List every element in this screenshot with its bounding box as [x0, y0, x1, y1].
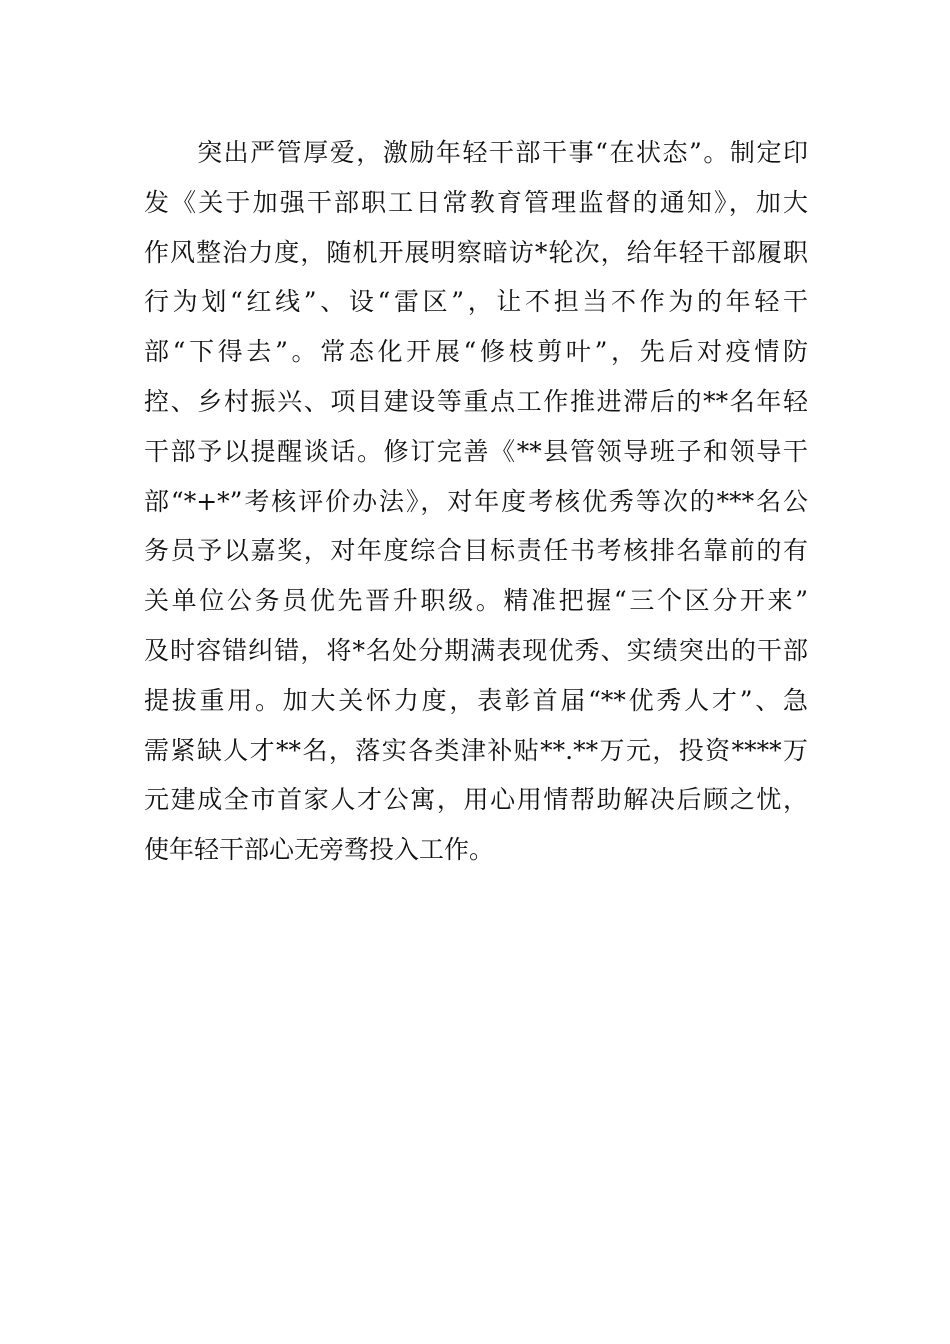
paragraph-line: 务员予以嘉奖，对年度综合目标责任书考核排名靠前的有: [144, 536, 808, 566]
paragraph-line: 干部予以提醒谈话。修订完善《**县管领导班子和领导干: [144, 436, 808, 466]
paragraph-line: 控、乡村振兴、项目建设等重点工作推进滞后的**名年轻: [144, 386, 808, 416]
paragraph-line: 元建成全市首家人才公寓，用心用情帮助解决后顾之忧，: [144, 785, 808, 815]
paragraph-line: 突出严管厚爱，激励年轻干部干事“在状态”。制定印: [144, 138, 808, 167]
body-paragraph: [144, 128, 808, 875]
paragraph-line: 及时容错纠错，将*名处分期满表现优秀、实绩突出的干部: [144, 635, 808, 665]
paragraph-line: 关单位公务员优先晋升职级。精准把握“三个区分开来”: [144, 586, 808, 616]
paragraph-line: 部“下得去”。常态化开展“修枝剪叶”，先后对疫情防: [144, 337, 808, 367]
paragraph-line: 部“*+*”考核评价办法》，对年度考核优秀等次的***名公: [144, 486, 808, 516]
paragraph-line: 使年轻干部心无旁骛投入工作。: [144, 835, 495, 865]
paragraph-line: 发《关于加强干部职工日常教育管理监督的通知》，加大: [144, 187, 808, 217]
paragraph-line: 行为划“红线”、设“雷区”，让不担当不作为的年轻干: [144, 287, 808, 317]
paragraph-line: 需紧缺人才**名，落实各类津补贴**.**万元，投资****万: [144, 735, 808, 765]
paragraph-line: 作风整治力度，随机开展明察暗访*轮次，给年轻干部履职: [144, 237, 808, 267]
paragraph-line: 提拔重用。加大关怀力度，表彰首届“**优秀人才”、急: [144, 685, 808, 715]
